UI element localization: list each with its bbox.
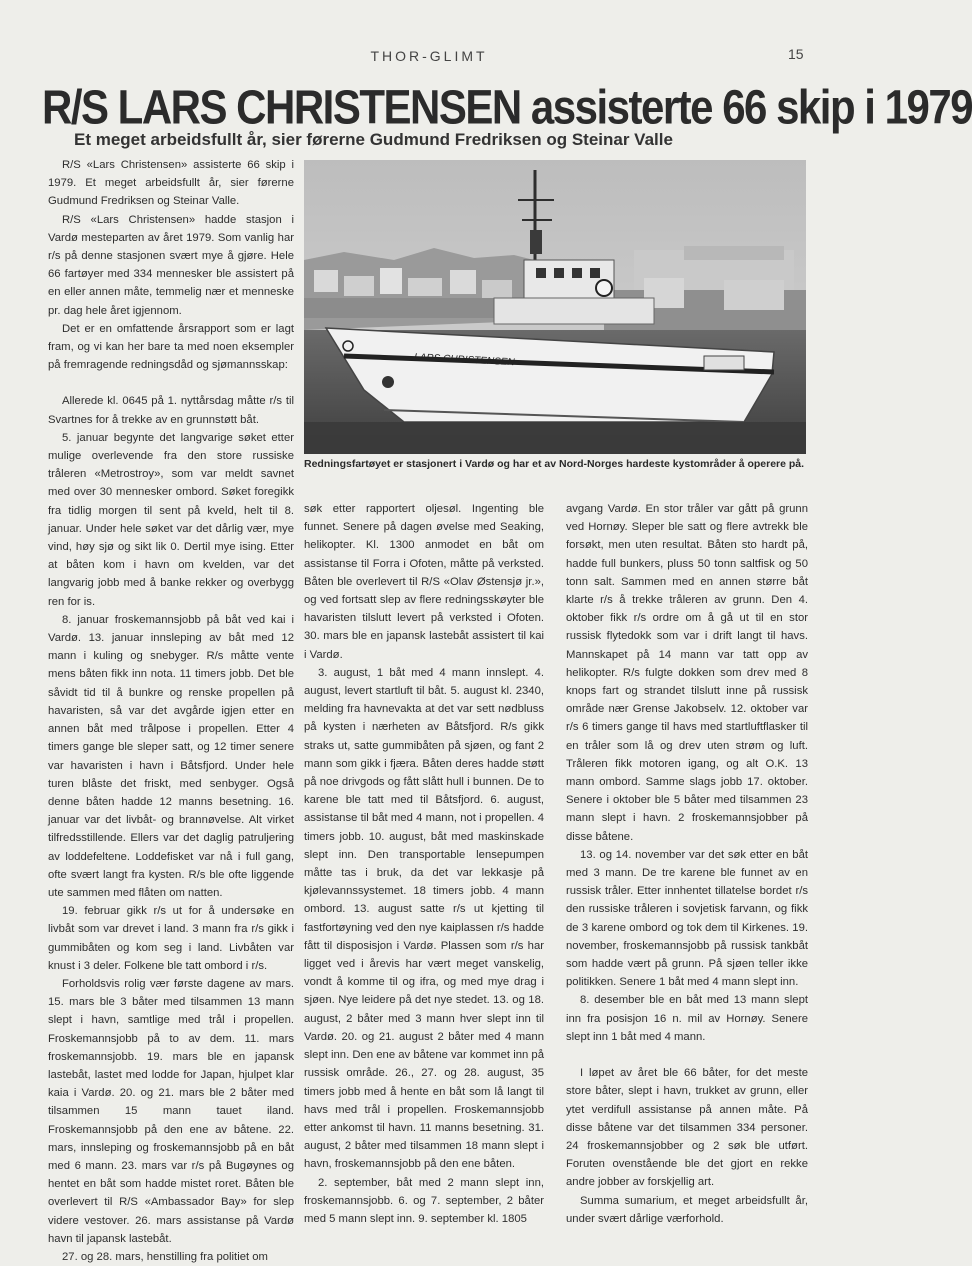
paragraph: Allerede kl. 0645 på 1. nyttårsdag måtte r/s til Svartnes for å trekke av en grunnstøtt båt. — [48, 395, 294, 426]
paragraph: R/S «Lars Christensen» hadde stasjon i Vardø mesteparten av året 1979. Som vanlig har r/s på denne stasjonen svært mye å gjøre. Hele 66 fartøyer med 334 mennesker ble assistert på en eller annen måte, temmelig nær et menneske pr. dag hele året igjennom. — [48, 213, 294, 317]
article-column-3 — [566, 500, 808, 1228]
page-number: 15 — [788, 46, 804, 62]
article-column-2 — [304, 500, 544, 1228]
paragraph: 13. og 14. november var det søk etter en båt med 3 mann. De tre karene ble funnet av en russisk tråler. Etter innhentet tillatelse bordet r/s den russiske tråleren i sovjetisk farvann, og fikk de 3 karene ombord og tok dem til Kirkenes. 19. november, froskemannsjobb på russisk tankbåt som hadde vært på grunn. På sjøen teller ikke politikken. Senere 1 båt med 4 mann slept inn. — [566, 848, 808, 989]
paragraph: R/S «Lars Christensen» assisterte 66 skip i 1979. Et meget arbeidsfullt år, sier førerne Gudmund Fredriksen og Steinar Valle. — [48, 159, 294, 208]
paragraph: 5. januar begynte det langvarige søket etter mulige overlevende fra den store russiske tråleren «Metrostroy», som var meldt savnet med over 30 mennesker ombord. Søket foregikk fra tidlig morgen til sent på kveld, helt til 8. januar. Under hele søket var det dårlig vær, mye vind, høy sjø og sikt lik 0. Dertil mye ising. Etter at båten kom i havn om kvelden, var det langvarig jobb med å banke rekker og overbygg ren for is. — [48, 431, 294, 608]
ship-photo — [304, 160, 806, 454]
subheadline: Et meget arbeidsfullt år, sier førerne Gudmund Fredriksen og Steinar Valle — [74, 130, 673, 149]
paragraph: avgang Vardø. En stor tråler var gått på grunn ved Hornøy. Sleper ble satt og flere avtrekk ble forsøkt, men uten resultat. Båten sto hardt på, hadde full bunkers, pluss 50 tonn saltfisk og 50 tonn salt. Sammen med en annen større båt klarte r/s å trekke tråleren av grunn. Den 4. oktober fikk r/s ordre om å gå ut til en stor russisk flytedokk som var i drift langt til havs. Mannskapet på 14 mann var tatt opp av helikopter. R/s fulgte dokken som drev med 8 knops fart og strandet tilslutt inne på russisk område nær Grense Jakobselv. 12. oktober var r/s 6 timers gange til havs med startluftflasker til en tråler som lå og drev uten strøm og luft. Tråleren fikk motoren igang, og alt O.K. 13 mann ombord. Samme slags jobb 17. oktober. Senere i oktober ble 5 båter med tilsammen 23 mann slept i havn. 2 froskemannsjobber på disse båtene. — [566, 503, 808, 843]
paragraph: 8. januar froskemannsjobb på båt ved kai i Vardø. 13. januar innsleping av båt med 12 mann i kuling og snebyger. R/s måtte vente mens båten fikk inn nota. 11 timers jobb. Det ble såvidt tid til å bunkre og renske propellen på havaristen, så var det avgårde igjen etter en annen båt med trålpose i propellen. Etter 4 timers gange ble sleper satt, og 12 timer senere var havaristen i havn i Båtsfjord. Under hele turen blåste det friskt, med senbyger. Også denne båten hadde 12 manns besetning. 16. januar var det livbåt- og brannøvelse. Alt virket tilfredsstillende. Ellers var det daglig patruljering av loddefeltene. Loddefisket var nå i full gang, ofte svært langt fra kysten. R/s ble ofte liggende ute sammen med flåten om natten. — [48, 613, 294, 899]
paragraph: Det er en omfattende årsrapport som er lagt fram, og vi kan her bare ta med noen eksempler på fremragende redningsdåd og sjømannsskap: — [48, 322, 294, 372]
publication-name: THOR-GLIMT — [370, 48, 488, 64]
paragraph: Forholdsvis rolig vær første dagene av mars. 15. mars ble 3 båter med tilsammen 13 mann slept i havn, samtlige med trål i propellen. Froskemannsjobb på to av dem. 11. mars froskemannsjobb. 19. mars ble en japansk lastebåt, lastet med lodde for Japan, hjulpet klar kaia i Vardø. 20. og 21. mars ble 2 båter med tilsammen 15 mann tauet iland. Froskemannsjobb på den ene av båtene. 22. mars, innsleping og froskemannsjobb på en båt med 6 mann. 23. mars var r/s på Bugøynes og hentet en båt som hadde mistet roret. Båten ble overlevert til R/S «Ambassador Bay» for slep videre vestover. 26. mars assistanse på Vardø havn til japansk lastebåt. — [48, 977, 294, 1245]
paragraph: 19. februar gikk r/s ut for å undersøke en livbåt som var drevet i land. 3 mann fra r/s gikk i gummibåten og kom seg i land. Livbåten var knust i 3 deler. Folkene ble tatt ombord i r/s. — [48, 905, 294, 972]
paragraph: 27. og 28. mars, henstilling fra politiet om — [62, 1250, 268, 1263]
article-column-1 — [48, 156, 294, 1266]
paragraph: 8. desember ble en båt med 13 mann slept inn fra posisjon 16 n. mil av Hornøy. Senere slept inn 1 båt med 4 mann. — [566, 994, 808, 1043]
paragraph: Summa sumarium, et meget arbeidsfullt år, under svært dårlige værforhold. — [566, 1194, 808, 1225]
ship-illustration — [304, 160, 806, 454]
paragraph: søk etter rapportert oljesøl. Ingenting ble funnet. Senere på dagen øvelse med Seaking, helikopter. Kl. 1300 anmodet en båt om assistanse til Forra i Ofoten, måtte på verksted. Båten ble overlevert til R/S «Olav Østensjø jr.», og ved fortsatt slep av flere redningsskøyter ble havaristen tilslutt levert på verksted i Ofoten. 30. mars ble en japansk lastebåt assistert til kai i Vardø. — [304, 503, 544, 661]
paragraph: 3. august, 1 båt med 4 mann innslept. 4. august, levert startluft til båt. 5. august kl. 2340, melding fra havnevakta at det var sett nødbluss på kysten i nærheten av Båtsfjord. R/s gikk straks ut, satte gummibåten på sjøen, og fant 2 mann som gikk i fjæra. Båten deres hadde støtt på noe drivgods og fått slått hull i bunnen. De to karene ble tatt med til Båtsfjord. 6. august, assistanse til båt med 4 mann, not i propellen. 4 timers jobb. 10. august, båt med maskinskade slept inn. Den transportable lensepumpen måtte tas i bruk, da det var lekkasje på kjølevannssystemet. 18 timers jobb. 4 mann ombord. 13. august satte r/s ut kjetting til fastfortøyning ved den nye kaiplassen r/s hadde fått til disposisjon i Vardø. Plassen som r/s har ligget ved i årevis har vært meget vanskelig, vondt å komme til og ifra, og med mye drag i sjøen. Nye leidere på det nye stedet. 13. og 18. august, 2 båter med 3 mann hver slept inn til Vardø. 20. og 21. august 2 båter med 4 mann slept inn. Den ene av båtene var kommet inn på russisk område. 26., 27. og 28. august, 35 timers jobb med å hente en båt som lå langt til havs med trål i propellen. Froskemannsjobb etter ankomst til havn. 11 manns besetning. 31. august, 2 båter med tilsammen 18 mann slept i havn, froskemannsjobb på den ene båten. — [304, 666, 544, 1171]
paragraph: 2. september, båt med 2 mann slept inn, froskemannsjobb. 6. og 7. september, 2 båter med 5 mann slept inn. 9. september kl. 1805 — [304, 1176, 544, 1225]
headline: R/S LARS CHRISTENSEN assisterte 66 skip i 1979 — [42, 80, 972, 135]
hull-name-text: LARS CHRISTENSEN — [413, 352, 515, 369]
photo-caption: Redningsfartøyet er stasjonert i Vardø og har et av Nord-Norges hardeste kystområder å operere på. — [304, 458, 805, 470]
paragraph: I løpet av året ble 66 båter, for det meste store båter, slept i havn, trukket av grunn, eller ytet verdifull assistanse på annen måte. På disse båtene var det tilsammen 334 personer. 24 froskemannsjobber og 2 søk ble utført. Foruten ovenstående ble det gjort en rekke andre jobber av forskjellig art. — [566, 1067, 808, 1189]
